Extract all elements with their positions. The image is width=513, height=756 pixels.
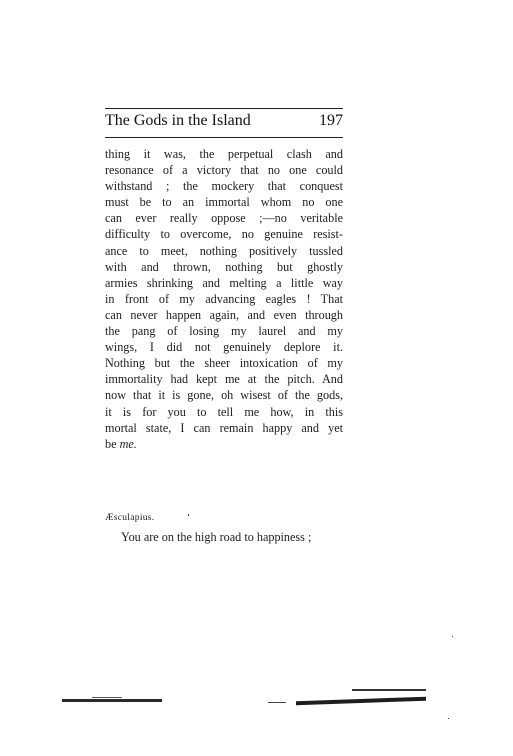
running-title: The Gods in the Island	[105, 112, 251, 129]
speaker-name: Æsculapius.	[105, 513, 155, 523]
scan-streak-right	[296, 697, 426, 706]
text-line: it is for you to tell me how, in this	[105, 404, 343, 419]
scan-speck	[448, 718, 449, 719]
scan-streak-right-upper	[352, 689, 426, 691]
running-header	[105, 112, 343, 130]
scan-streak-mid	[268, 702, 286, 703]
text-line: withstand ; the mockery that conquest	[105, 179, 343, 194]
text-line: Nothing but the sheer intoxication of my	[105, 356, 343, 371]
text-line: with and thrown, nothing but ghostly	[105, 259, 343, 274]
speaker-line: You are on the high road to happiness ;	[121, 530, 312, 544]
scan-speck	[188, 514, 189, 516]
text-line: mortal state, I can remain happy and yet	[105, 420, 343, 435]
text-line: resonance of a victory that no one could	[105, 163, 343, 178]
text-line: ance to meet, nothing positively tussled	[105, 243, 343, 258]
text-line: must be to an immortal whom no one	[105, 195, 343, 210]
text-line: now that it is gone, oh wisest of the gods,	[105, 388, 343, 403]
final-line-prefix: be	[105, 436, 120, 451]
text-line: in front of my advancing eagles ! That	[105, 291, 343, 306]
text-line: can ever really oppose ;—no veritable	[105, 211, 343, 226]
text-line: immortality had kept me at the pitch. And	[105, 372, 343, 387]
text-line: thing it was, the perpetual clash and	[105, 147, 343, 161]
header-rule-bottom	[105, 137, 343, 138]
body-text	[105, 146, 343, 452]
text-line: can never happen again, and even through	[105, 307, 343, 322]
header-rule-top	[105, 108, 343, 109]
text-line: wings, I did not genuinely deplore it.	[105, 340, 343, 355]
emphasized-word: me.	[119, 436, 137, 451]
text-line: difficulty to overcome, no genuine resist-	[105, 227, 343, 242]
scan-streak-left-thin	[92, 697, 122, 698]
text-line-final	[105, 436, 343, 452]
scan-speck	[452, 636, 453, 637]
text-line: the pang of losing my laurel and my	[105, 324, 343, 339]
text-line: armies shrinking and melting a little way	[105, 275, 343, 290]
page-number: 197	[319, 112, 343, 129]
scan-streak-left	[62, 699, 162, 702]
